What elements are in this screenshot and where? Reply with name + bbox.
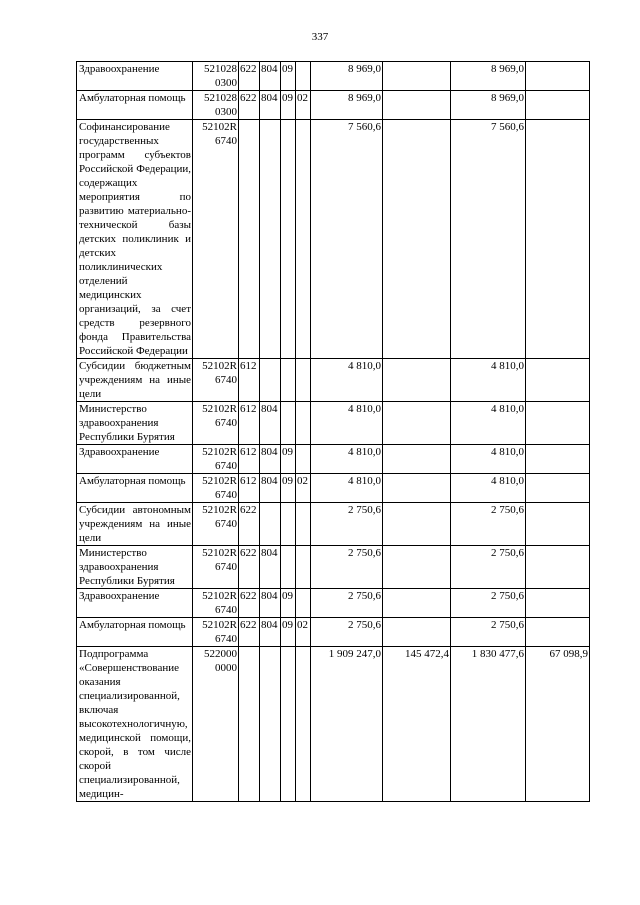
row-vr-cell: 622 [239, 618, 260, 647]
row-pr-cell [296, 647, 311, 802]
row-federal-cell [383, 62, 451, 91]
row-total-cell: 2 750,6 [311, 589, 383, 618]
row-vr-cell: 612 [239, 359, 260, 402]
row-code-cell: 52102R 6740 [193, 402, 239, 445]
row-total-cell: 4 810,0 [311, 474, 383, 503]
row-federal2-cell [526, 62, 590, 91]
row-rz-cell [281, 359, 296, 402]
row-federal-cell [383, 402, 451, 445]
table-row [77, 445, 590, 474]
row-name-cell: Здравоохранение [77, 445, 193, 474]
row-total2-cell: 2 750,6 [451, 546, 526, 589]
row-total-cell: 2 750,6 [311, 503, 383, 546]
row-total2-cell: 1 830 477,6 [451, 647, 526, 802]
table-row [77, 589, 590, 618]
row-total-cell: 8 969,0 [311, 91, 383, 120]
row-rz-cell: 09 [281, 445, 296, 474]
row-federal2-cell [526, 445, 590, 474]
row-name-cell: Министерство здравоохранения Республики Бурятия [77, 546, 193, 589]
table-row [77, 647, 590, 802]
row-vr-cell [239, 647, 260, 802]
row-rz-cell [281, 546, 296, 589]
row-grbs-cell [260, 120, 281, 359]
row-federal2-cell [526, 618, 590, 647]
row-grbs-cell: 804 [260, 91, 281, 120]
row-federal-cell [383, 503, 451, 546]
row-pr-cell: 02 [296, 618, 311, 647]
row-pr-cell [296, 445, 311, 474]
row-total-cell: 4 810,0 [311, 359, 383, 402]
row-federal2-cell [526, 120, 590, 359]
row-federal-cell [383, 120, 451, 359]
row-name-cell: Здравоохранение [77, 589, 193, 618]
row-grbs-cell [260, 359, 281, 402]
row-code-cell: 522000 0000 [193, 647, 239, 802]
row-federal-cell: 145 472,4 [383, 647, 451, 802]
row-total2-cell: 2 750,6 [451, 618, 526, 647]
row-name-cell: Софинансирование государственных программ субъектов Российской Федерации, содержащих мероприятия по развитию материально-технической базы детских поликлиник и детских поликлинических отделений медицинских организаций, за счет средств резервного фонда Правительства Российской Федерации [77, 120, 193, 359]
row-total-cell: 1 909 247,0 [311, 647, 383, 802]
row-vr-cell: 612 [239, 402, 260, 445]
row-total2-cell: 8 969,0 [451, 62, 526, 91]
row-rz-cell: 09 [281, 62, 296, 91]
row-total2-cell: 7 560,6 [451, 120, 526, 359]
row-rz-cell: 09 [281, 618, 296, 647]
row-federal2-cell [526, 359, 590, 402]
row-federal-cell [383, 359, 451, 402]
row-code-cell: 52102R 6740 [193, 445, 239, 474]
table-row [77, 359, 590, 402]
row-grbs-cell: 804 [260, 402, 281, 445]
table-row [77, 402, 590, 445]
row-code-cell: 521028 0300 [193, 91, 239, 120]
budget-table [76, 61, 590, 802]
row-pr-cell: 02 [296, 474, 311, 503]
row-vr-cell: 622 [239, 91, 260, 120]
row-federal2-cell [526, 91, 590, 120]
row-pr-cell: 02 [296, 91, 311, 120]
row-vr-cell [239, 120, 260, 359]
row-total-cell: 4 810,0 [311, 445, 383, 474]
row-federal-cell [383, 474, 451, 503]
row-rz-cell: 09 [281, 589, 296, 618]
row-code-cell: 52102R 6740 [193, 546, 239, 589]
row-rz-cell [281, 402, 296, 445]
table-row [77, 618, 590, 647]
row-grbs-cell: 804 [260, 589, 281, 618]
row-federal2-cell [526, 474, 590, 503]
row-federal-cell [383, 546, 451, 589]
row-pr-cell [296, 589, 311, 618]
row-grbs-cell: 804 [260, 445, 281, 474]
row-vr-cell: 612 [239, 445, 260, 474]
row-vr-cell: 622 [239, 62, 260, 91]
row-total2-cell: 2 750,6 [451, 503, 526, 546]
row-code-cell: 52102R 6740 [193, 474, 239, 503]
row-vr-cell: 622 [239, 546, 260, 589]
row-pr-cell [296, 546, 311, 589]
row-total2-cell: 2 750,6 [451, 589, 526, 618]
row-federal-cell [383, 589, 451, 618]
table-body [77, 62, 590, 802]
row-rz-cell: 09 [281, 91, 296, 120]
row-name-cell: Амбулаторная помощь [77, 91, 193, 120]
row-total2-cell: 4 810,0 [451, 445, 526, 474]
row-federal-cell [383, 618, 451, 647]
row-grbs-cell: 804 [260, 474, 281, 503]
row-name-cell: Амбулаторная помощь [77, 474, 193, 503]
row-rz-cell [281, 120, 296, 359]
row-total-cell: 2 750,6 [311, 546, 383, 589]
row-pr-cell [296, 503, 311, 546]
row-grbs-cell [260, 503, 281, 546]
table-row [77, 62, 590, 91]
row-name-cell: Здравоохранение [77, 62, 193, 91]
row-name-cell: Министерство здравоохранения Республики Бурятия [77, 402, 193, 445]
row-grbs-cell [260, 647, 281, 802]
row-vr-cell: 622 [239, 589, 260, 618]
row-total2-cell: 4 810,0 [451, 474, 526, 503]
row-total2-cell: 4 810,0 [451, 359, 526, 402]
row-pr-cell [296, 62, 311, 91]
row-name-cell: Субсидии бюджетным учреждениям на иные цели [77, 359, 193, 402]
row-pr-cell [296, 120, 311, 359]
page-number: 337 [311, 31, 329, 43]
table-row [77, 120, 590, 359]
row-rz-cell: 09 [281, 474, 296, 503]
row-total-cell: 2 750,6 [311, 618, 383, 647]
row-pr-cell [296, 359, 311, 402]
row-federal2-cell [526, 546, 590, 589]
row-federal2-cell: 67 098,9 [526, 647, 590, 802]
row-total2-cell: 8 969,0 [451, 91, 526, 120]
row-vr-cell: 612 [239, 474, 260, 503]
row-federal-cell [383, 445, 451, 474]
row-name-cell: Подпрограмма «Совершенствование оказания специализированной, включая высокотехнологичную, медицинской помощи, скорой, в том числе скорой специализированной, медицин- [77, 647, 193, 802]
table-row [77, 474, 590, 503]
row-code-cell: 52102R 6740 [193, 618, 239, 647]
table-row [77, 546, 590, 589]
row-grbs-cell: 804 [260, 546, 281, 589]
row-total-cell: 7 560,6 [311, 120, 383, 359]
row-code-cell: 52102R 6740 [193, 359, 239, 402]
row-code-cell: 52102R 6740 [193, 120, 239, 359]
row-code-cell: 52102R 6740 [193, 503, 239, 546]
row-grbs-cell: 804 [260, 618, 281, 647]
row-name-cell: Амбулаторная помощь [77, 618, 193, 647]
row-rz-cell [281, 503, 296, 546]
row-federal2-cell [526, 589, 590, 618]
row-total-cell: 4 810,0 [311, 402, 383, 445]
row-code-cell: 52102R 6740 [193, 589, 239, 618]
row-rz-cell [281, 647, 296, 802]
row-total2-cell: 4 810,0 [451, 402, 526, 445]
row-federal-cell [383, 91, 451, 120]
row-code-cell: 521028 0300 [193, 62, 239, 91]
table-row [77, 91, 590, 120]
row-total-cell: 8 969,0 [311, 62, 383, 91]
row-grbs-cell: 804 [260, 62, 281, 91]
row-federal2-cell [526, 402, 590, 445]
row-vr-cell: 622 [239, 503, 260, 546]
row-pr-cell [296, 402, 311, 445]
row-name-cell: Субсидии автономным учреждениям на иные цели [77, 503, 193, 546]
table-row [77, 503, 590, 546]
row-federal2-cell [526, 503, 590, 546]
